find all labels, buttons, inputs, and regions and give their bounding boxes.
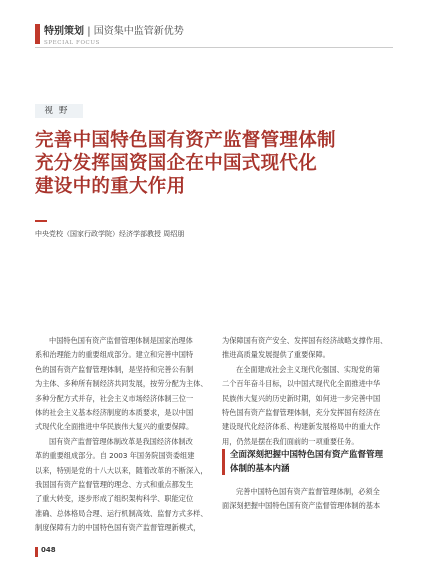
body-line: 革的重要组成部分。自 2003 年国务院国资委组建	[35, 451, 195, 461]
section-heading-bar	[222, 449, 225, 475]
body-line: 体的社会主义基本经济制度的本质要求，是以中国	[35, 408, 194, 418]
page-number: 048	[41, 546, 56, 554]
body-line: 为主体、多种所有制经济共同发展，按劳分配为主体、	[35, 379, 208, 389]
body-line: 建设现代化经济体系、构建新发展格局中的重大作	[222, 422, 381, 432]
title-line: 完善中国特色国有资产监督管理体制	[35, 130, 336, 151]
body-line: 系和治理能力的重要组成部分。建立和完善中国特	[35, 350, 194, 360]
body-line: 了重大转变，逐步形成了组织架构科学、职能定位	[35, 494, 194, 504]
section-heading-text	[230, 448, 383, 476]
body-line: 制度保障有力的中国特色国有资产监督管理新模式，	[35, 523, 201, 533]
body-line: 我国国有资产监督管理的理念、方式和重点都发生	[35, 480, 194, 490]
body-left-column	[35, 334, 207, 536]
body-line: 准确、总体格局合理、运行机制高效、监督方式多样、	[35, 508, 208, 518]
body-line: 以来，特别是党的十八大以来，随着改革的不断深入，	[35, 465, 208, 475]
body-line: 推进高质量发展提供了重要保障。	[222, 350, 330, 360]
body-line: 在全面建成社会主义现代化强国、实现党的第	[236, 364, 380, 374]
header-column: 国资集中监管新优势	[93, 26, 184, 37]
body-line: 中国特色国有资产监督管理体制是国家治理体	[49, 336, 193, 345]
body-line: 为保障国有资产安全、发挥国有经济战略支撑作用、	[222, 336, 388, 345]
header-accent-bar	[35, 24, 40, 44]
category-tag: 视野	[35, 104, 83, 118]
header-subtitle: SPECIAL FOCUS	[44, 40, 100, 46]
body-line: 国有资产监督管理体制改革是我国经济体制改	[49, 436, 193, 446]
heading-line: 全面深刻把握中国特色国有资产监督管理	[230, 450, 384, 460]
running-header	[44, 22, 184, 46]
heading-line: 体制的基本内涵	[230, 464, 290, 474]
body-line: 完善中国特色国有资产监督管理体制，必须全	[236, 487, 380, 496]
title-line: 建设中的重大作用	[35, 176, 186, 197]
body-right-column	[222, 334, 397, 449]
body-line: 面深刻把握中国特色国有资产监督管理体制的基本	[222, 501, 381, 511]
title-line: 充分发挥国资国企在中国式现代化	[35, 153, 318, 174]
body-line: 用，仍然是摆在我们面前的一项重要任务。	[222, 436, 359, 446]
body-line: 多种分配方式并存，社会主义市场经济体制三位一	[35, 393, 194, 403]
body-line: 民族伟大复兴的历史新时期，如何进一步完善中国	[222, 393, 381, 403]
body-line: 特色国有资产监督管理体制，充分发挥国有经济在	[222, 408, 381, 418]
body-line: 二个百年奋斗目标，以中国式现代化全面推进中华	[222, 379, 381, 389]
body-line: 式现代化全面推进中华民族伟大复兴的重要保障。	[35, 422, 194, 432]
header-divider	[35, 47, 393, 48]
title-accent-line	[35, 220, 47, 222]
author-byline: 中央党校（国家行政学院）经济学部教授 周绍朋	[35, 230, 185, 238]
page-number-bar	[35, 547, 38, 557]
body-line: 色的国有资产监督管理体制，是坚持和完善公有制	[35, 364, 194, 374]
body-right-column-continued	[222, 485, 397, 514]
article-title	[35, 129, 395, 198]
header-separator: |	[87, 26, 91, 37]
header-section: 特别策划	[44, 26, 84, 37]
